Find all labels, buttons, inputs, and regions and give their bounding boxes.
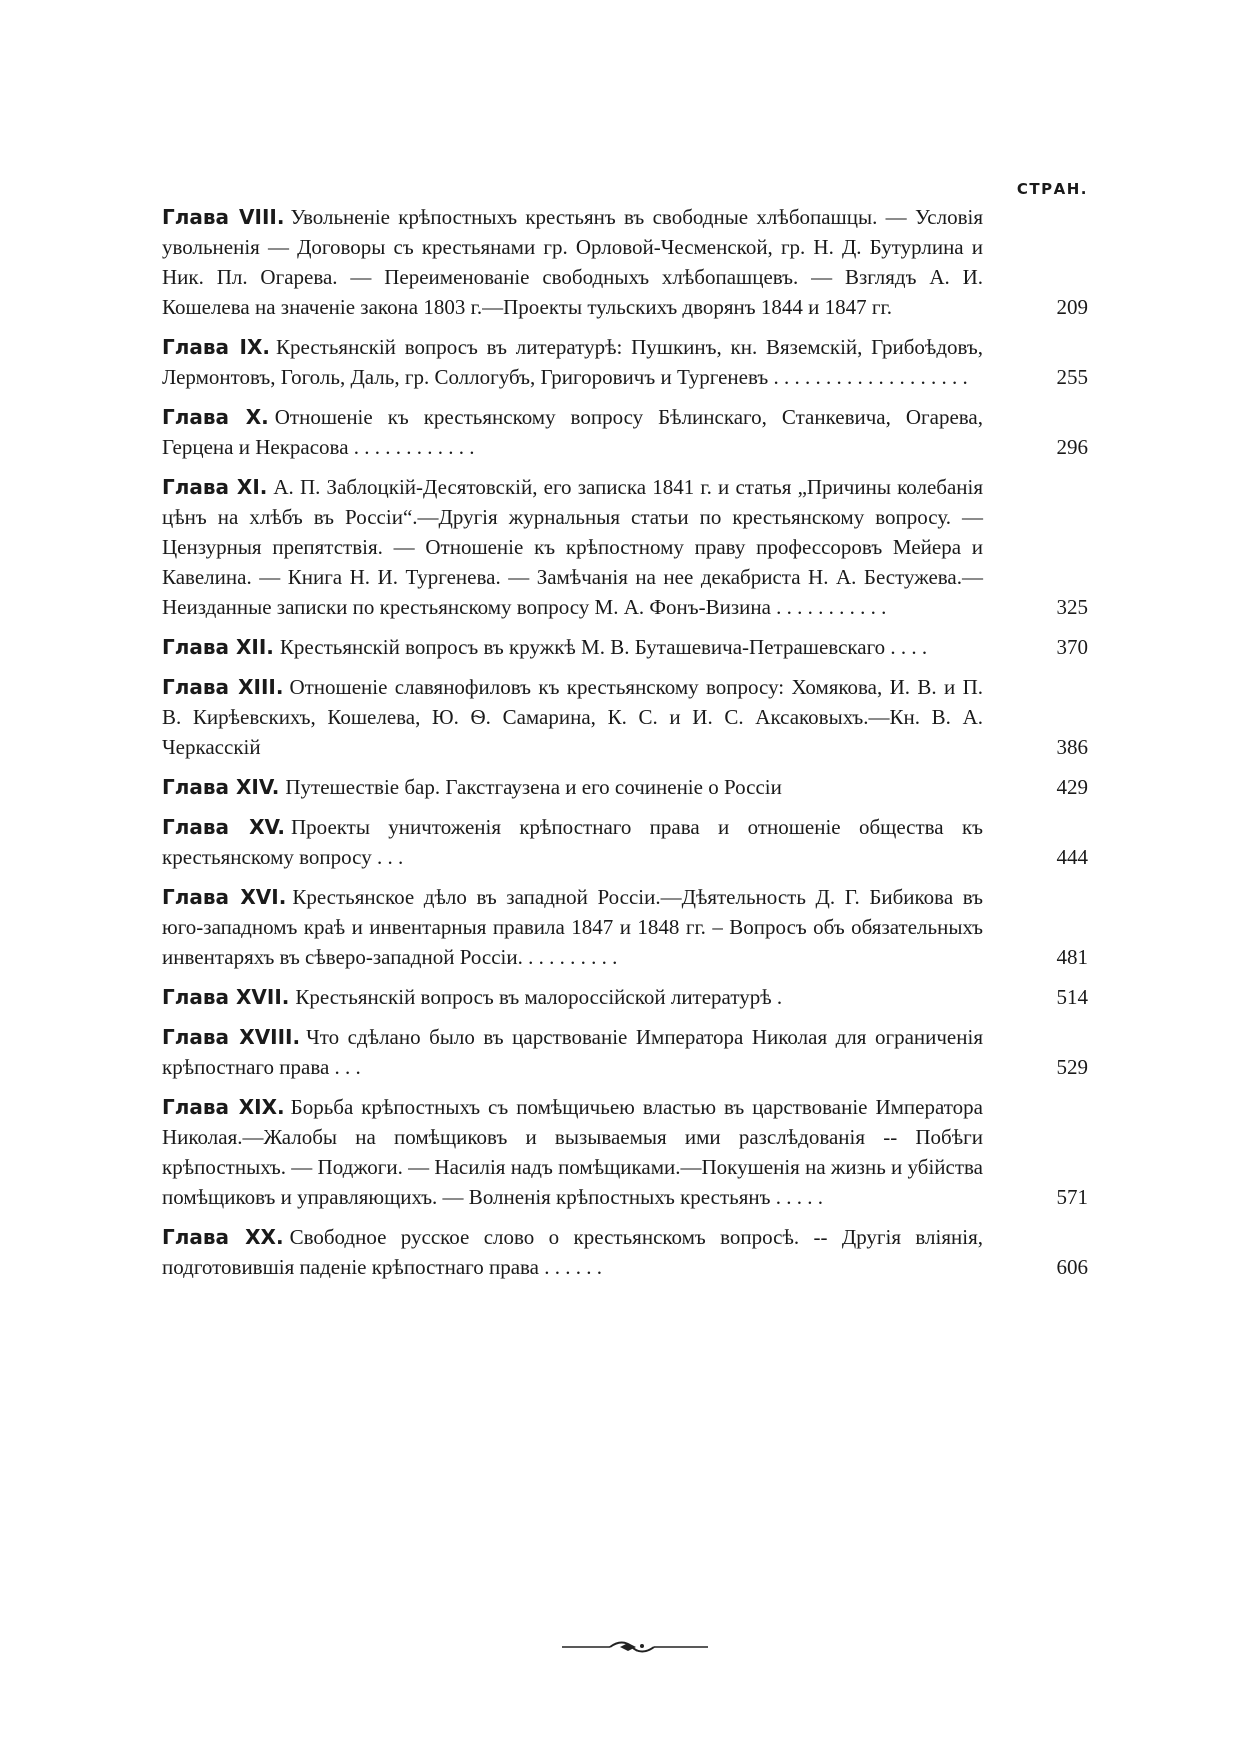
- toc-entry-chapter-18: [162, 1022, 1088, 1082]
- toc-entry-chapter-8: [162, 202, 1088, 322]
- page-number: 296: [1056, 435, 1088, 459]
- page-number: 386: [1056, 735, 1088, 759]
- page-number: 529: [1056, 1055, 1088, 1079]
- chapter-description: Крестьянскій вопросъ въ кружкѣ М. В. Буташевича-Петрашевскаго . . . .: [279, 635, 928, 659]
- page-number: 255: [1056, 365, 1088, 389]
- chapter-label: Глава XVIII.: [162, 1025, 301, 1049]
- toc-entry-chapter-10: [162, 402, 1088, 462]
- chapter-description: Крестьянское дѣло въ западной Россіи.—Дѣятельность Д. Г. Бибикова въ юго-западномъ краѣ и инвентарныя правила 1847 и 1848 гг. – Вопросъ объ обязательныхъ инвентаряхъ въ сѣверо-западной Россіи. . . . . . . . . .: [162, 885, 983, 969]
- chapter-label: Глава XV.: [162, 815, 286, 839]
- toc-entry-chapter-16: [162, 882, 1088, 972]
- chapter-label: Глава XI.: [162, 475, 268, 499]
- page-number: 481: [1056, 945, 1088, 969]
- end-ornament-icon: [560, 1638, 710, 1656]
- chapter-description: Проекты уничтоженія крѣпостнаго права и отношеніе общества къ крестьянскому вопросу . . .: [162, 815, 984, 869]
- page-number: 514: [1056, 985, 1088, 1009]
- chapter-label: Глава XX.: [162, 1225, 284, 1249]
- chapter-description: Увольненіе крѣпостныхъ крестьянъ въ свободные хлѣбопашцы. — Условія увольненія — Договоры съ крестьянами гр. Орловой-Чесменской, гр. Н. Д. Бутурлина и Ник. Пл. Огарева. — Переименованіе свободныхъ хлѣбопашцевъ. — Взглядъ А. И. Кошелева на значеніе закона 1803 г.—Проекты тульскихъ дворянъ 1844 и 1847 гг.: [162, 205, 983, 319]
- chapter-description: Путешествіе бар. Гакстгаузена и его сочиненіе о Россіи: [285, 775, 782, 799]
- toc-entry-chapter-13: [162, 672, 1088, 762]
- chapter-label: Глава VIII.: [162, 205, 285, 229]
- toc-entry-chapter-11: [162, 472, 1088, 622]
- chapter-label: Глава XIV.: [162, 775, 280, 799]
- chapter-label: Глава XII.: [162, 635, 274, 659]
- page-column-header: СТРАН.: [1016, 180, 1088, 198]
- chapter-label: Глава X.: [162, 405, 269, 429]
- toc-entry-chapter-15: [162, 812, 1088, 872]
- chapter-description: Отношеніе къ крестьянскому вопросу Бѣлинскаго, Станкевича, Огарева, Герцена и Некрасова . . . . . . . . . . . .: [162, 405, 983, 459]
- page-number: 370: [1056, 635, 1088, 659]
- chapter-description: Отношеніе славянофиловъ къ крестьянскому вопросу: Хомякова, И. В. и П. В. Кирѣевскихъ, Кошелева, Ю. Ѳ. Самарина, К. С. и И. С. Аксаковыхъ.—Кн. В. А. Черкасскій: [162, 675, 983, 759]
- chapter-description: А. П. Заблоцкій-Десятовскій, его записка 1841 г. и статья „Причины колебанія цѣнъ на хлѣбъ въ Россіи“.—Другія журнальныя статьи по крестьянскому вопросу. — Цензурныя препятствія. — Отношеніе къ крѣпостному праву профессоровъ Мейера и Кавелина. — Книга Н. И. Тургенева. — Замѣчанія на нее декабриста Н. А. Бестужева.—Неизданные записки по крестьянскому вопросу М. А. Фонъ-Визина . . . . . . . . . . .: [162, 475, 984, 619]
- page-number: 325: [1056, 595, 1088, 619]
- chapter-description: Крестьянскій вопросъ въ литературѣ: Пушкинъ, кн. Вяземскій, Грибоѣдовъ, Лермонтовъ, Гоголь, Даль, гр. Соллогубъ, Григоровичъ и Тургеневъ . . . . . . . . . . . . . . . . . . .: [162, 335, 984, 389]
- chapter-description: Свободное русское слово о крестьянскомъ вопросѣ. -- Другія вліянія, подготовившія паденіе крѣпостнаго права . . . . . .: [162, 1225, 983, 1279]
- chapter-label: Глава XIII.: [162, 675, 284, 699]
- chapter-description: Что сдѣлано было въ царствованіе Императора Николая для ограниченія крѣпостнаго права . . .: [162, 1025, 983, 1079]
- page-number: 571: [1056, 1185, 1088, 1209]
- chapter-label: Глава IX.: [162, 335, 270, 359]
- page-number: 429: [1056, 775, 1088, 799]
- toc-entry-chapter-12: [162, 632, 1088, 662]
- chapter-label: Глава XVI.: [162, 885, 287, 909]
- table-of-contents: [162, 202, 1088, 1292]
- page-number: 444: [1056, 845, 1088, 869]
- toc-entry-chapter-9: [162, 332, 1088, 392]
- chapter-description: Борьба крѣпостныхъ съ помѣщичьею властью въ царствованіе Императора Николая.—Жалобы на помѣщиковъ и вызываемыя ими разслѣдованія -- Побѣги крѣпостныхъ. — Поджоги. — Насилія надъ помѣщиками.—Покушенія на жизнь и убійства помѣщиковъ и управляющихъ. — Волненія крѣпостныхъ крестьянъ . . . . .: [162, 1095, 983, 1209]
- toc-entry-chapter-20: [162, 1222, 1088, 1282]
- chapter-description: Крестьянскій вопросъ въ малороссійской литературѣ .: [295, 985, 783, 1009]
- toc-entry-chapter-17: [162, 982, 1088, 1012]
- page-number: 606: [1056, 1255, 1088, 1279]
- page-number: 209: [1056, 295, 1088, 319]
- toc-entry-chapter-19: [162, 1092, 1088, 1212]
- toc-entry-chapter-14: [162, 772, 1088, 802]
- chapter-label: Глава XVII.: [162, 985, 290, 1009]
- chapter-label: Глава XIX.: [162, 1095, 285, 1119]
